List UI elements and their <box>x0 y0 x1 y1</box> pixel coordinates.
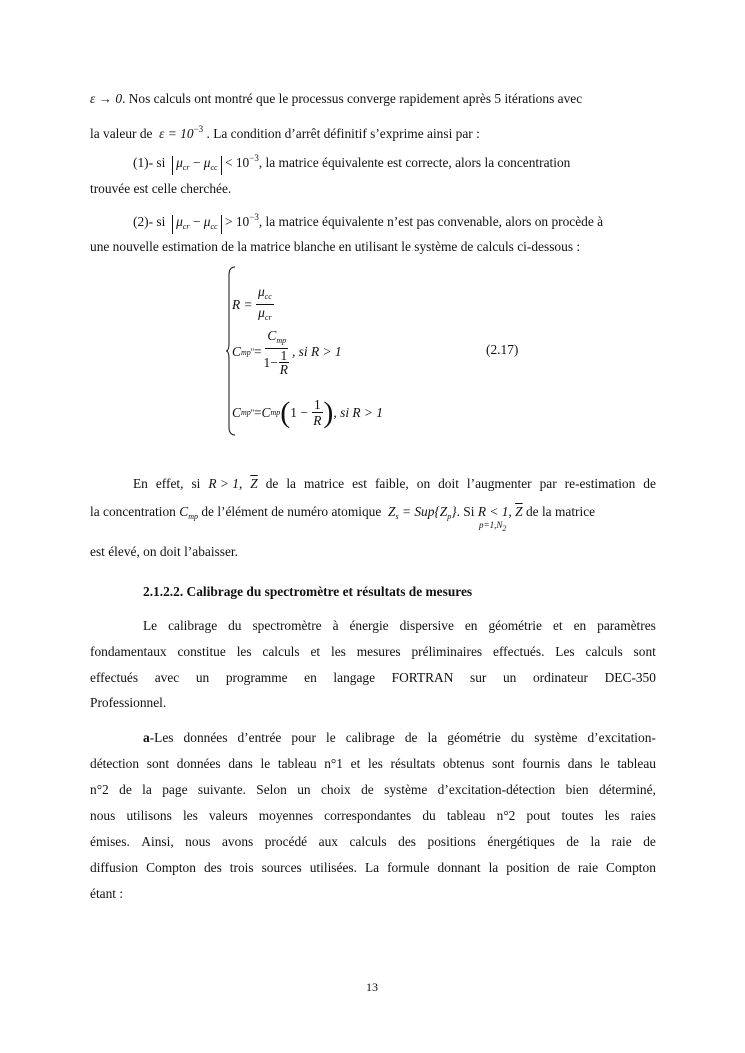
text-line: fondamentaux constitue les calculs et les mesures préliminaires effectués. Les calculs sont <box>90 644 656 659</box>
fraction: $\frac{\mu_{cc}}{\mu_{cr}}$ <box>257 284 272 322</box>
text-line: est élevé, on doit l’abaisser. <box>90 544 238 559</box>
math-sup-range: p=1,N2 <box>479 520 507 533</box>
text-line: Professionnel. <box>90 695 167 710</box>
fraction: $C_{mp}$ 1 − $\frac{1}{R}$ <box>263 328 288 377</box>
text-line: En effet, si R > 1, $\overline{Z}$ de la matrice est faible, on doit l’augmenter par re-estimation de <box>133 476 656 491</box>
text-line: étant : <box>90 886 124 901</box>
text-line: émises. Ainsi, nous avons procédé aux calculs des positions énergétiques de la raie de <box>90 834 656 849</box>
math-epsilon-limit: ε → 0 <box>90 91 123 106</box>
text-line: Le calibrage du spectromètre à énergie dispersive en géométrie et en paramètres <box>143 618 656 633</box>
equation-number: (2.17) <box>486 342 519 357</box>
fraction: $\frac{1}{R}$ <box>313 397 322 428</box>
math-epsilon-value: $\varepsilon = 10^{-3}$ <box>159 124 204 141</box>
section-heading: 2.1.2.2. Calibrage du spectromètre et résultats de mesures <box>143 584 473 599</box>
condition-text: , si R > 1 <box>291 344 342 359</box>
math-threshold: < $10^{-3}$ <box>224 153 259 170</box>
text-line: ε → 0. Nos calculs ont montré que le processus converge rapidement après 5 itérations avec <box>90 91 583 106</box>
equation-c-case1: C mp '' = $C_{mp}$ 1 − $\frac{1}{R}$ , si R > 1 <box>232 328 342 377</box>
page-number: 13 <box>366 980 378 994</box>
text-line: la concentration $C_{mp}$ de l’élément de numéro atomique $Z_s = Sup\{Z_p\}$. Si R < 1, $\overline{Z}$ de la matrice <box>90 504 596 521</box>
text-line: a-Les données d’entrée pour le calibrage de la géométrie du système d’excitation- <box>143 730 656 745</box>
condition-text: , si R > 1 <box>333 404 384 420</box>
text-line: une nouvelle estimation de la matrice blanche en utilisant le système de calculs ci-dessous : <box>90 239 581 254</box>
math-abs-difference: $\mu_{cr} - \mu_{cc}$ <box>172 156 222 175</box>
text-line: effectués avec un programme en langage FORTRAN sur un ordinateur DEC-350 <box>90 670 656 685</box>
text-line: diffusion Compton des trois sources utilisées. La formule donnant la position de raie Compton <box>90 860 656 875</box>
text-line: n°2 de la page suivante. Selon un choix de système d’excitation-détection bien déterminé, <box>90 782 656 797</box>
condition-2: (2)- si $\mu_{cr} - \mu_{cc} > 10^{-3}$, la matrice équivalente n’est pas convenable, alors on procède à <box>133 208 603 234</box>
math-abs-difference: $\mu_{cr} - \mu_{cc}$ <box>172 215 222 234</box>
math-threshold: > $10^{-3}$ <box>224 212 259 229</box>
equation-r: R = $\frac{\mu_{cc}}{\mu_{cr}}$ <box>232 284 274 325</box>
condition-1: (1)- si $\mu_{cr} - \mu_{cc} < 10^{-3}$, la matrice équivalente est correcte, alors la concentration <box>133 149 570 175</box>
text-line: nous utilisons les valeurs moyennes correspondantes du tableau n°2 pout toutes les raies <box>90 808 656 823</box>
text-line: détection sont données dans le tableau n°1 et les résultats obtenus sont fournis dans le tableau <box>90 756 656 771</box>
text-line: la valeur de $\varepsilon = 10^{-3}$ . La condition d’arrêt définitif s’exprime ainsi par : <box>90 124 480 141</box>
text-line: trouvée est celle cherchée. <box>90 181 232 196</box>
equation-c-case2: C mp '' = C mp ( 1 − $\frac{1}{R}$ ) , si R > 1 <box>232 395 384 429</box>
math-zs-sup: $Z_s = Sup\{Z_p\}$ <box>388 504 457 521</box>
